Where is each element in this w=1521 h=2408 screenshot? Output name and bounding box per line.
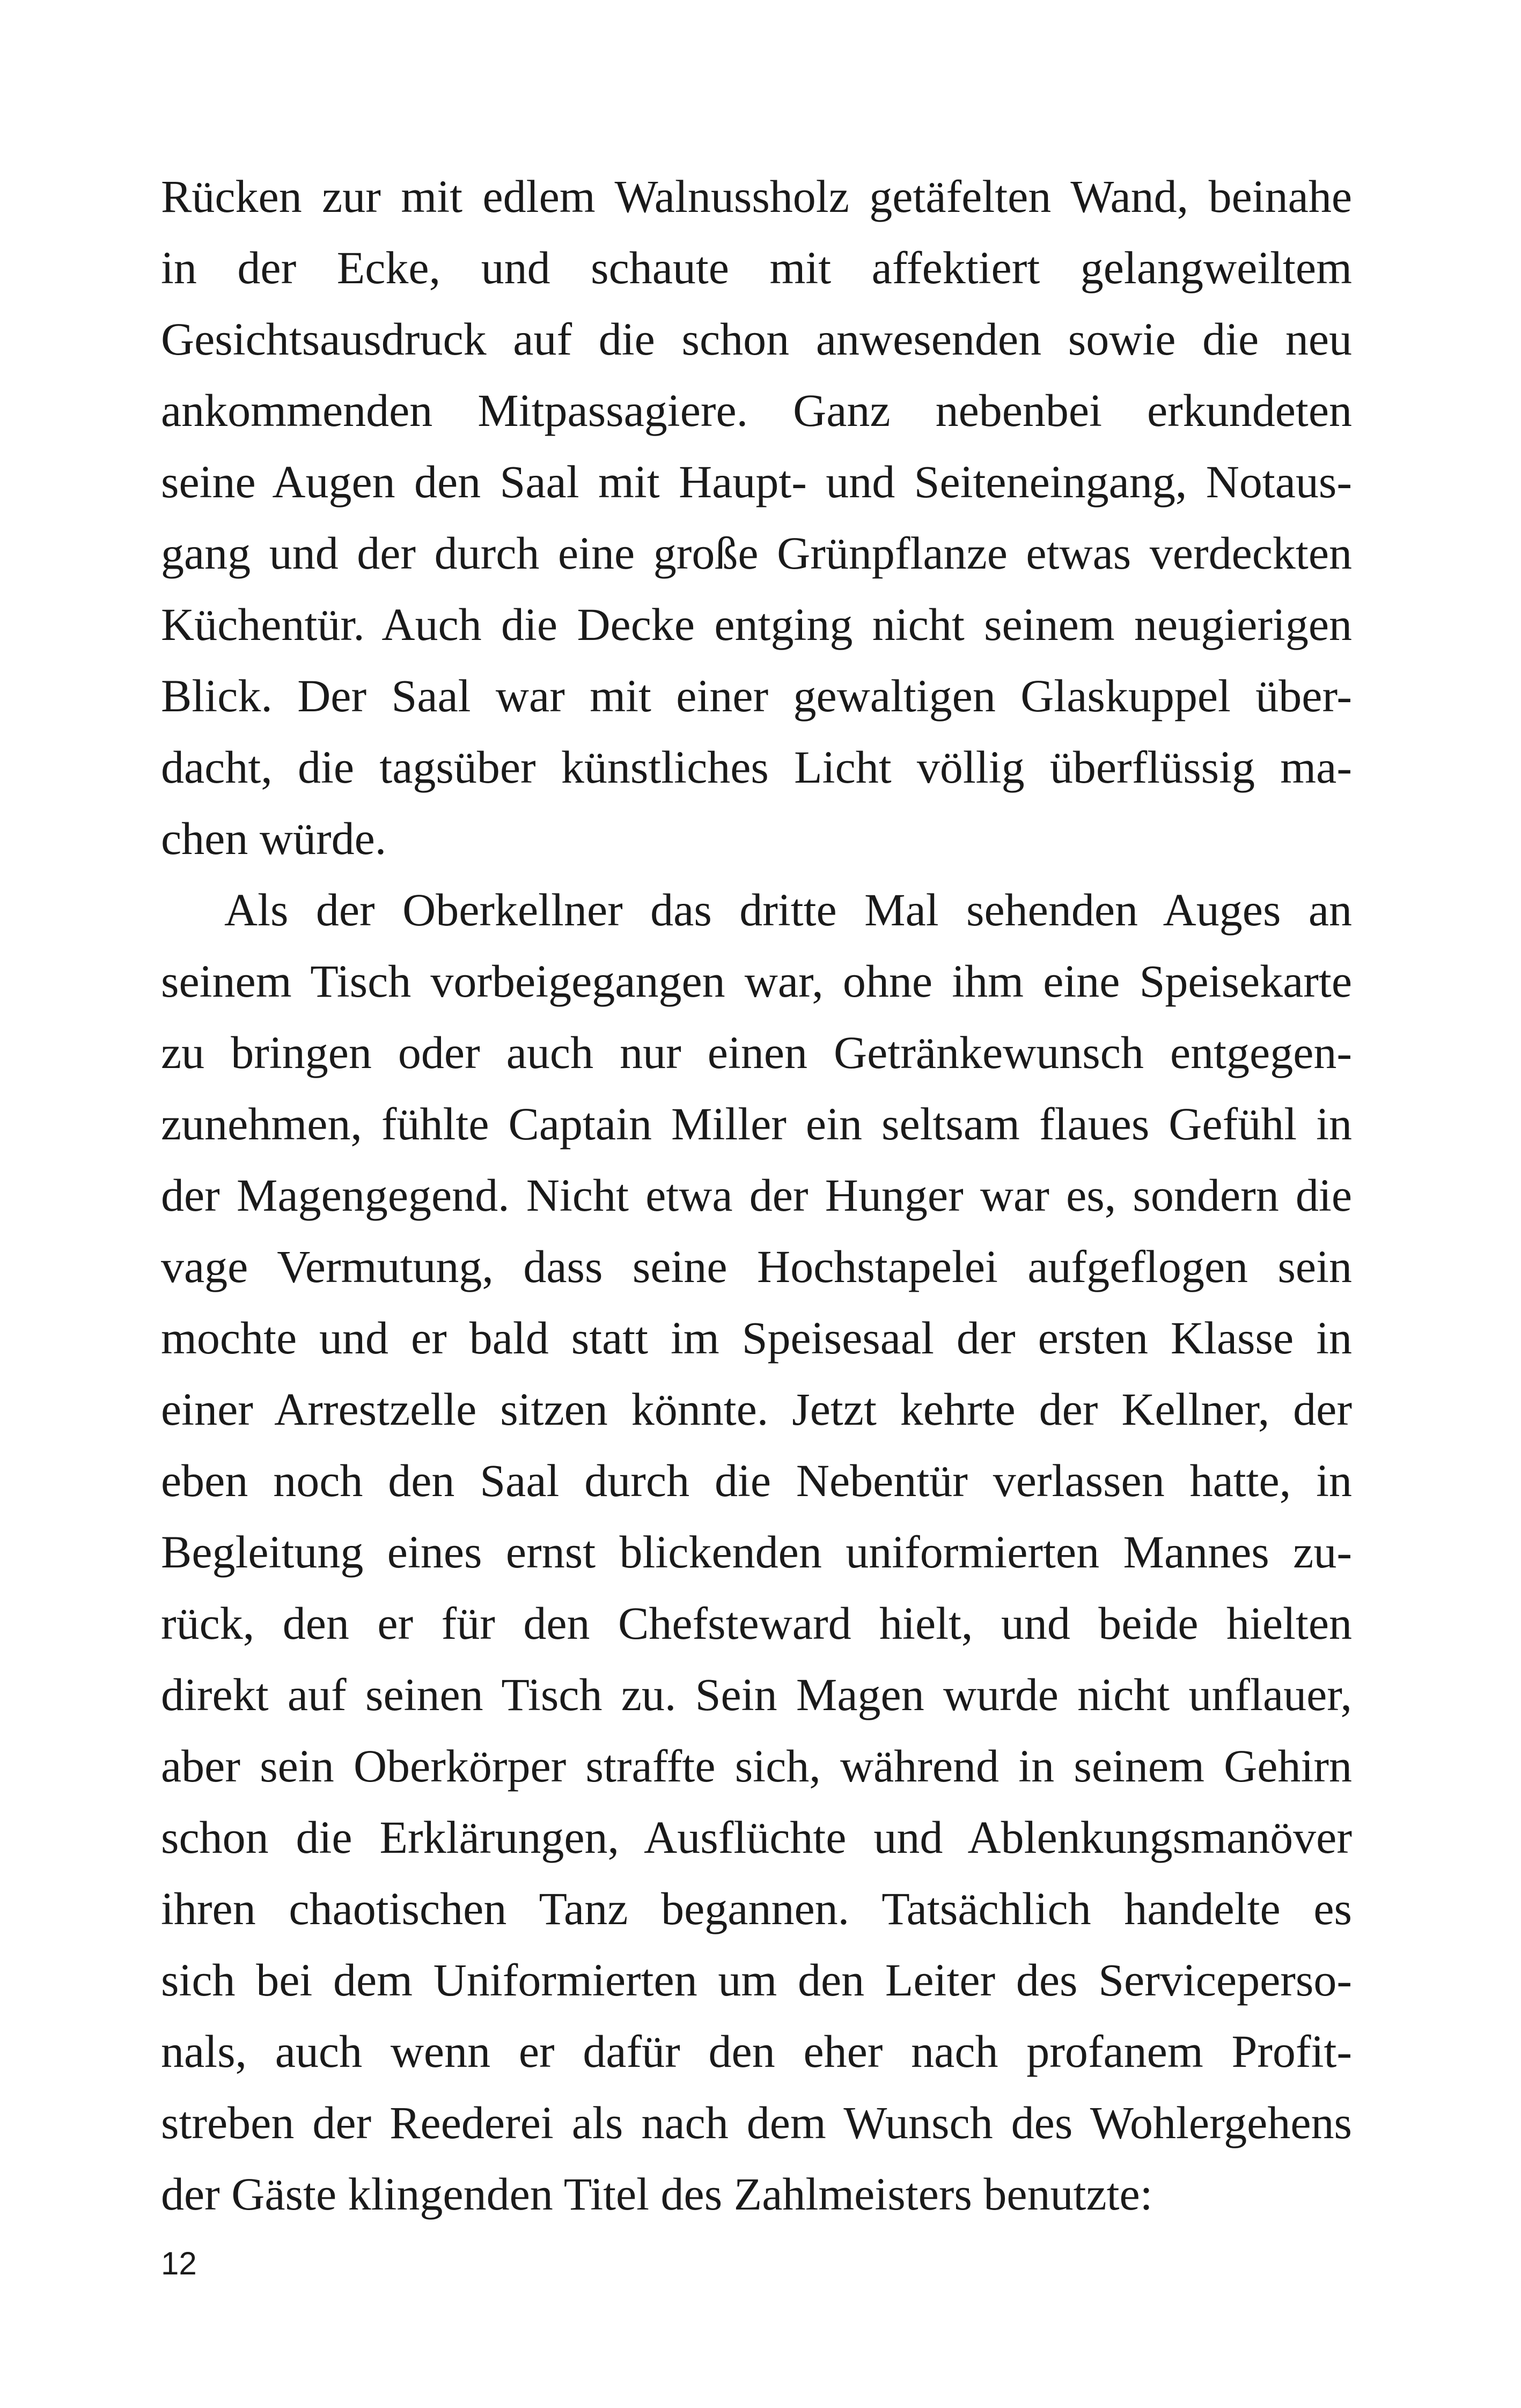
page-number: 12 xyxy=(161,2245,197,2281)
text-line: Küchentür. Auch die Decke entging nicht seinem neugierigen xyxy=(161,599,1352,650)
text-line: seinem Tisch vorbeigegangen war, ohne ihm eine Speisekarte xyxy=(161,955,1352,1007)
text-line: Rücken zur mit edlem Walnussholz getäfelten Wand, beinahe xyxy=(161,171,1352,222)
text-line: schon die Erklärungen, Ausflüchte und Ablenkungsmanöver xyxy=(161,1811,1352,1863)
text-line: eben noch den Saal durch die Nebentür verlassen hatte, in xyxy=(161,1455,1352,1506)
body-text xyxy=(161,161,1352,2230)
text-line: mochte und er bald statt im Speisesaal der ersten Klasse in xyxy=(161,1312,1352,1364)
text-line: seine Augen den Saal mit Haupt- und Seiteneingang, Notaus- xyxy=(161,456,1352,507)
text-line: chen würde. xyxy=(161,813,387,864)
text-line: aber sein Oberkörper straffte sich, während in seinem Gehirn xyxy=(161,1740,1352,1792)
text-line: Blick. Der Saal war mit einer gewaltigen Glaskuppel über- xyxy=(161,670,1352,721)
text-line: der Gäste klingenden Titel des Zahlmeisters benutzte: xyxy=(161,2168,1153,2220)
text-line: dacht, die tagsüber künstliches Licht völlig überflüssig ma- xyxy=(161,741,1352,793)
text-line: Begleitung eines ernst blickenden uniformierten Mannes zu- xyxy=(161,1526,1352,1578)
text-line: gang und der durch eine große Grünpflanze etwas verdeckten xyxy=(161,527,1352,579)
text-line: direkt auf seinen Tisch zu. Sein Magen wurde nicht unflauer, xyxy=(161,1669,1352,1720)
text-line: zunehmen, fühlte Captain Miller ein seltsam flaues Gefühl in xyxy=(161,1098,1352,1150)
text-line: streben der Reederei als nach dem Wunsch des Wohlergehens xyxy=(161,2097,1352,2148)
text-line: sich bei dem Uniformierten um den Leiter des Serviceperso- xyxy=(161,1954,1352,2006)
text-line: Gesichtsausdruck auf die schon anwesenden sowie die neu xyxy=(161,313,1352,365)
text-line: vage Vermutung, dass seine Hochstapelei aufgeflogen sein xyxy=(161,1241,1352,1292)
text-line: rück, den er für den Chefsteward hielt, und beide hielten xyxy=(161,1597,1352,1649)
text-line: der Magengegend. Nicht etwa der Hunger war es, sondern die xyxy=(161,1169,1352,1221)
text-line: ihren chaotischen Tanz begannen. Tatsächlich handelte es xyxy=(161,1883,1352,1934)
text-line: Als der Oberkellner das dritte Mal sehenden Auges an xyxy=(224,884,1352,936)
paragraph xyxy=(161,874,1352,2230)
paragraph xyxy=(161,161,1352,874)
text-line: zu bringen oder auch nur einen Getränkewunsch entgegen- xyxy=(161,1027,1352,1078)
text-line: in der Ecke, und schaute mit affektiert gelangweiltem xyxy=(161,242,1352,293)
text-line: nals, auch wenn er dafür den eher nach profanem Profit- xyxy=(161,2026,1352,2077)
text-line: ankommenden Mitpassagiere. Ganz nebenbei erkundeten xyxy=(161,385,1352,436)
text-line: einer Arrestzelle sitzen könnte. Jetzt kehrte der Kellner, der xyxy=(161,1383,1352,1435)
